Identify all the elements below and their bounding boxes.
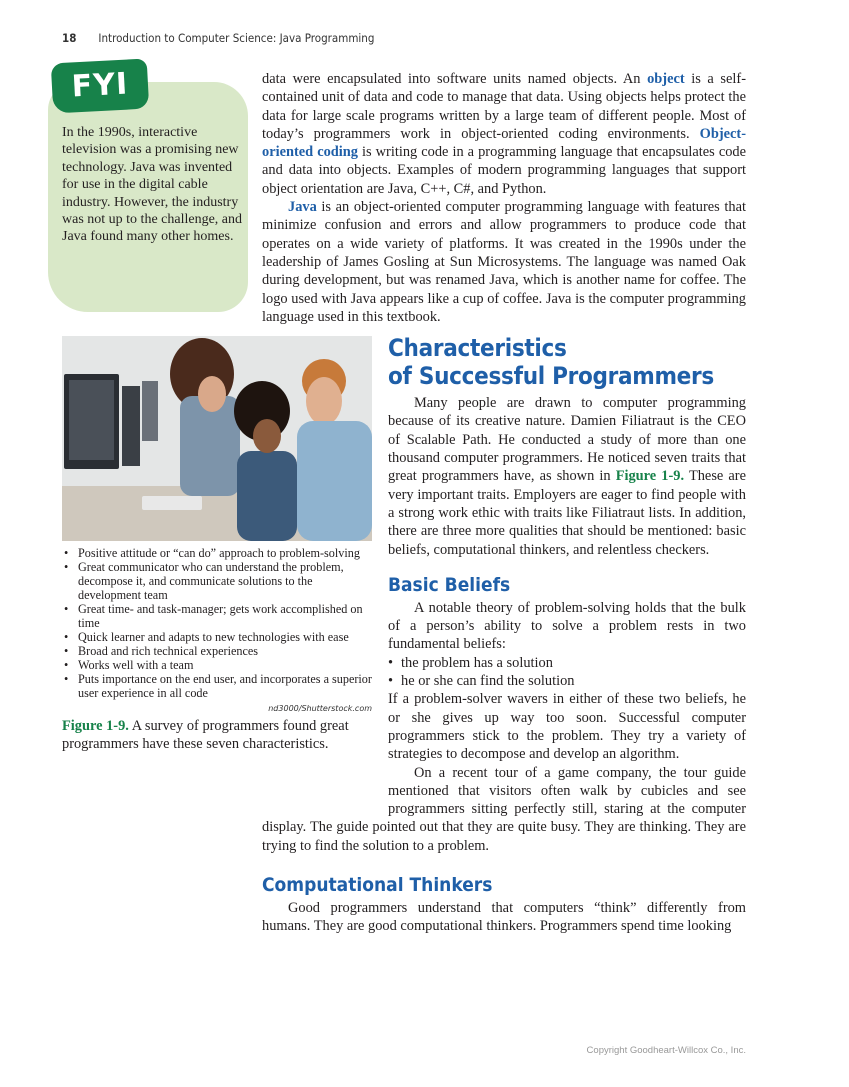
trait-item: • Puts importance on the end user, and incorporates a superior user experience in all code [62,672,372,700]
fyi-tag: FYI [51,59,149,114]
key-term-object: object [647,71,685,87]
trait-item: • Quick learner and adapts to new technologies with ease [62,630,372,644]
list-item: • he or she can find the solution [308,672,746,690]
computational-paragraph: Good programmers understand that computers “think” differently from humans. They are good computational thinkers. Programmers spend time looking [262,899,746,935]
text: Many people are drawn to computer programming because of its creative nature. Damien Filiatraut is the CEO of Scalable Path. He conducted a study of more than one thousand computer programmers. He noticed seven traits that great programmers have, as shown in [388,395,746,485]
heading-line: Characteristics [388,334,567,363]
subheading-basic-beliefs: Basic Beliefs [388,573,511,596]
trait-item: • Broad and rich technical experiences [62,644,372,658]
trait-item: • Great communicator who can understand the problem, decompose it, and communicate solutions to the development team [62,560,372,602]
page-number: 18 [62,31,77,45]
programmers-photo [62,336,372,541]
list-item: • the problem has a solution [308,654,746,672]
photo-illustration [62,336,372,541]
text: is writing code in a programming language that encapsulates code and data into objects. Examples of modern programming languages that support object orientation are Java, C++, C#, and Python. [262,144,746,197]
photo-credit: nd3000/Shutterstock.com [268,704,372,713]
running-header [62,31,374,45]
heading-line: of Successful Programmers [388,362,714,391]
key-term-oop: Object-oriented coding [262,125,746,161]
text: is an object-oriented computer programming language with features that minimize confusion and errors and allow programmers to produce code that operates on a wide variety of platforms. It was created in the 1990s under the leadership of James Gosling at Sun Microsystems. The language was named Oak during development, but was renamed Java, which is another name for coffee. The logo used with Java appears like a cup of coffee. Java is the computer programming language used in this textbook. [262,199,746,325]
traits-list [62,546,372,700]
basic-beliefs-paragraph-3: On a recent tour of a game company, the tour guide mentioned that visitors often walk by cubicles and see programmers sitting perfectly still, staring at the computer display. The guide pointed out that they are quite busy. They are thinking. They are trying to find the solution to a problem. [262,764,746,854]
basic-beliefs-paragraph-2: If a problem-solver wavers in either of these two beliefs, he or she gives up way too soon. Successful computer programmers stick to the problem. They try a variety of strategies to decompose and develop an algorithm. [388,691,746,763]
figure-1-9 [62,546,372,753]
caption-text: A survey of programmers found great programmers have these seven characteristics. [62,718,349,752]
caption-label: Figure 1-9. [62,718,129,734]
copyright: Copyright Goodheart-Willcox Co., Inc. [586,1045,746,1056]
key-term-java: Java [288,199,317,216]
intro-paragraph-2 [262,198,746,326]
text: data were encapsulated into software units named objects. An [262,71,648,87]
figure-reference[interactable]: Figure 1-9. [615,468,685,485]
trait-item: • Great time- and task-manager; gets work accomplished on time [62,602,372,630]
trait-item: • Works well with a team [62,658,372,672]
intro-paragraph-1 [262,70,746,198]
book-title: Introduction to Computer Science: Java Programming [98,31,375,45]
subheading-computational-thinkers: Computational Thinkers [262,873,493,896]
fyi-text: In the 1990s, interactive television was a promising new technology. Java was invented for use in the digital cable industry. However, the industry was not up to the challenge, and Java found many other homes. [62,125,243,245]
basic-beliefs-paragraph-1: A notable theory of problem-solving holds that the bulk of a person’s ability to solve a problem rests in two fundamental beliefs: [388,599,746,653]
text: These are very important traits. Employers are eager to find people with a strong work ethic with traits like Filiatraut lists. In addition, there are three more qualities that should be mentioned: basic beliefs, computational thinkers, and relentless checkers. [388,468,746,558]
trait-item: • Positive attitude or “can do” approach to problem-solving [62,546,372,560]
text: is a self-contained unit of data and code to manage that data. Using objects helps protect the data for large scale programs written by a large team of different people. Most of today’s programmers work in object-oriented coding environments. [262,71,746,142]
figure-caption [62,717,372,753]
